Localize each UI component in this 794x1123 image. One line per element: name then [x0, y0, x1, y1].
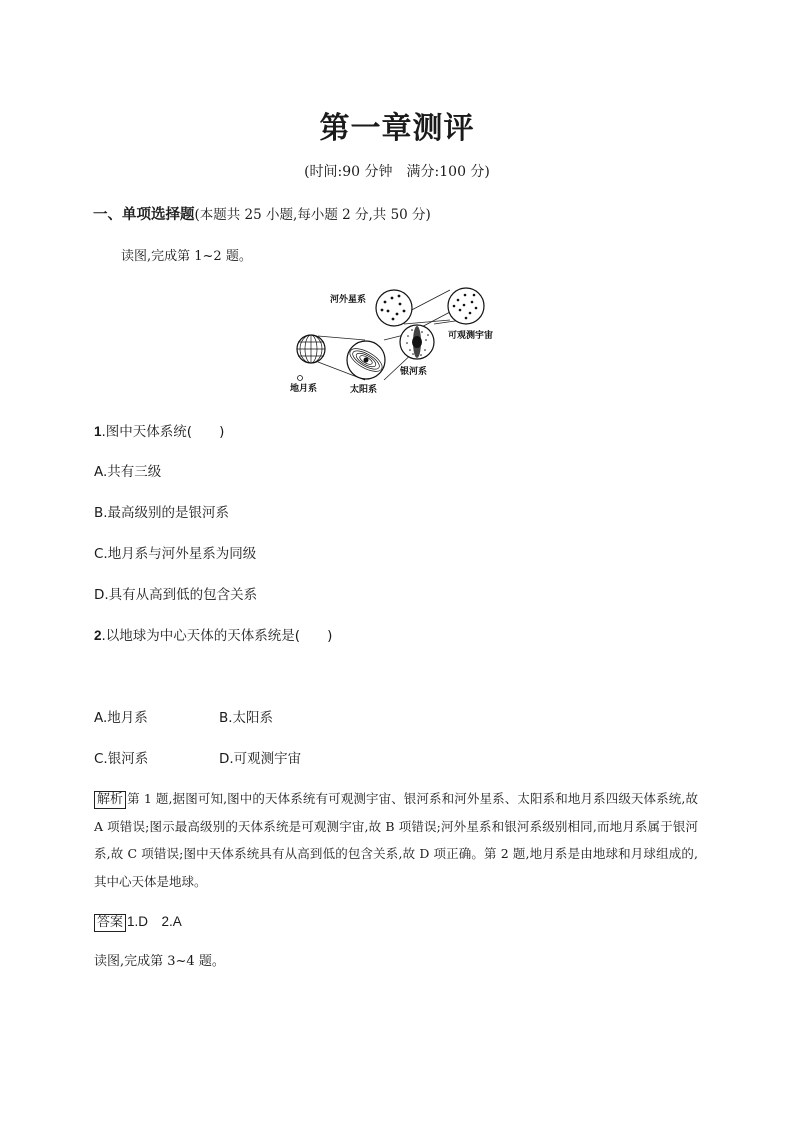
section-title: 一、单项选择题 [93, 207, 195, 223]
answer-tag: 答案 [94, 914, 126, 932]
answer-text: 1.D 2.A [127, 914, 182, 929]
intro-q3-4: 读图,完成第 3~4 题。 [94, 954, 225, 969]
question-2 [94, 624, 332, 644]
question-number: 2 [94, 628, 102, 643]
label-milky-way: 银河系 [400, 367, 428, 377]
exam-info: (时间:90 分钟 满分:100 分) [304, 164, 490, 180]
question-stem: .图中天体系统( ) [101, 424, 225, 440]
analysis-block [94, 785, 698, 895]
label-galaxy-outer: 河外星系 [330, 295, 367, 305]
section-detail: (本题共 25 小题,每小题 2 分,共 50 分) [194, 207, 431, 223]
solar-system-icon [346, 341, 385, 379]
question-number: 1 [94, 424, 102, 439]
outer-galaxies-icon [376, 290, 412, 326]
section-heading [93, 203, 431, 224]
page-title: 第一章测评 [319, 111, 475, 146]
label-observable-universe: 可观测宇宙 [448, 331, 494, 341]
milky-way-icon [400, 325, 434, 359]
question-1 [94, 420, 224, 440]
intro-q1-2: 读图,完成第 1~2 题。 [121, 249, 252, 264]
q1-option-b[interactable]: B.最高级别的是银河系 [94, 505, 230, 521]
earth-globe-icon [297, 335, 325, 381]
analysis-text: 第 1 题,据图可知,图中的天体系统有可观测宇宙、银河系和河外星系、太阳系和地月系四级天体系统,故 A 项错误;图示最高级别的天体系统是可观测宇宙,故 B 项错误;河外星系和银河系级别相同,而地月系属于银河系,故 C 项错误;图中天体系统具有从高到低的包含关系,故 D 项正确。第 2 题,地月系是由地球和月球组成的,其中心天体是地球。 [94, 791, 698, 889]
q1-option-c[interactable]: C.地月系与河外星系为同级 [94, 546, 257, 562]
q1-option-d[interactable]: D.具有从高到低的包含关系 [94, 587, 258, 603]
label-earth-moon: 地月系 [290, 384, 318, 394]
q2-option-b[interactable]: B.太阳系 [219, 710, 274, 726]
q1-option-a[interactable]: A.共有三级 [94, 464, 162, 480]
question-stem: .以地球为中心天体的天体系统是( ) [101, 628, 333, 644]
q2-option-a[interactable]: A.地月系 [94, 710, 148, 726]
q2-option-c[interactable]: C.银河系 [94, 751, 149, 767]
label-solar-system: 太阳系 [350, 385, 378, 395]
q2-option-d[interactable]: D.可观测宇宙 [219, 751, 302, 767]
analysis-tag: 解析 [94, 791, 126, 809]
celestial-systems-figure [280, 280, 520, 400]
answer-block [94, 910, 182, 932]
observable-universe-icon [448, 288, 484, 324]
